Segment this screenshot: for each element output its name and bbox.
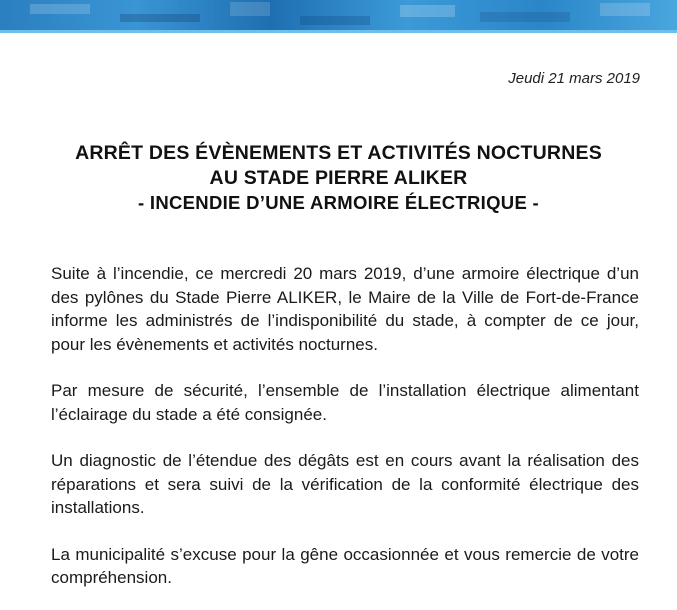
subtitle: - INCENDIE D’UNE ARMOIRE ÉLECTRIQUE - (138, 192, 539, 213)
paragraph-apology: La municipalité s’excuse pour la gêne occasionnée et vous remercie de votre compréhension. (51, 544, 639, 587)
banner-edge (0, 30, 677, 33)
banner-texture (0, 0, 677, 33)
document-heading (0, 141, 677, 215)
paragraph-diagnostic: Un diagnostic de l’étendue des dégâts est en cours avant la réalisation des réparations et sera suivi de la vérification de la conformité électrique des installations. (51, 451, 639, 517)
paragraph-incident: Suite à l’incendie, ce mercredi 20 mars 2019, d’une armoire électrique d’un des pylônes du Stade Pierre ALIKER, le Maire de la Ville de Fort-de-France informe les administrés de l’indisponibilité du stade, à compter de ce jour, pour les évènements et activités nocturnes. (51, 264, 639, 354)
document-body (51, 262, 639, 590)
title-line-1: ARRÊT DES ÉVÈNEMENTS ET ACTIVITÉS NOCTURNES (75, 142, 602, 164)
title-line-2: AU STADE PIERRE ALIKER (209, 167, 468, 189)
header-banner-image (0, 0, 677, 33)
document-date: Jeudi 21 mars 2019 (508, 70, 640, 87)
paragraph-safety: Par mesure de sécurité, l’ensemble de l’installation électrique alimentant l’éclairage du stade a été consignée. (51, 381, 639, 424)
